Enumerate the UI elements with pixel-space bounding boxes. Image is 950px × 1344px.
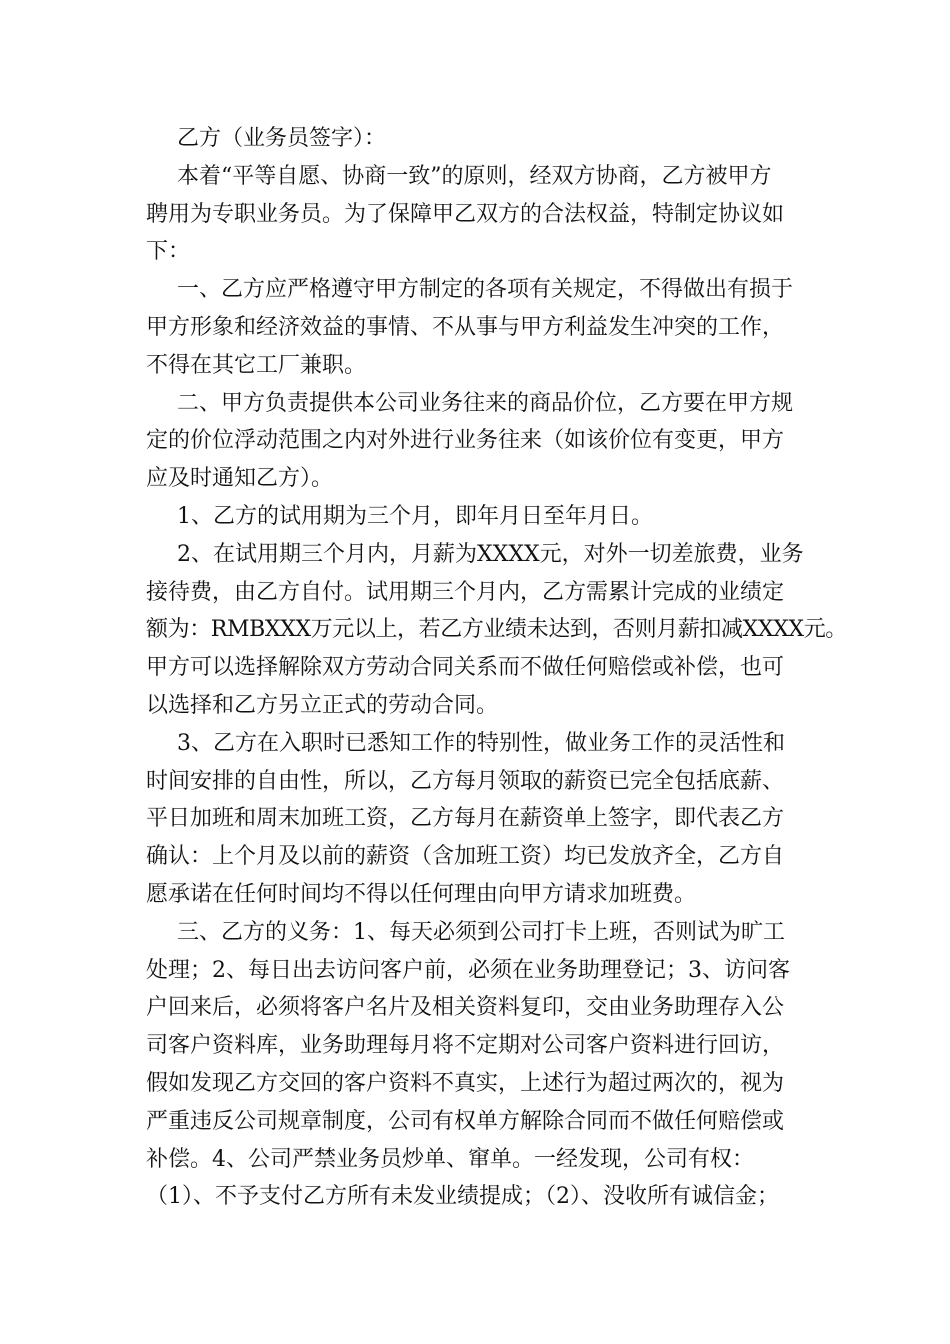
paragraph-line: 一、乙方应严格遵守甲方制定的各项有关规定，不得做出有损于 <box>177 277 794 303</box>
paragraph-line: 甲方可以选择解除双方劳动合同关系而不做任何赔偿或补偿，也可 <box>146 655 785 681</box>
paragraph-line: 1、乙方的试用期为三个月，即年月日至年月日。 <box>177 503 653 529</box>
paragraph-line: 确认：上个月及以前的薪资（含加班工资）均已发放齐全，乙方自 <box>146 844 785 870</box>
paragraph-line: 接待费，由乙方自付。试用期三个月内，乙方需累计完成的业绩定 <box>146 579 785 605</box>
paragraph-line: 户回来后，必须将客户名片及相关资料复印，交由业务助理存入公 <box>146 995 785 1021</box>
paragraph-line: 愿承诺在任何时间均不得以任何理由向甲方请求加班费。 <box>146 881 697 907</box>
paragraph-line: 处理；2、每日出去访问客户前，必须在业务助理登记；3、访问客 <box>146 957 790 983</box>
paragraph-line: 应及时通知乙方）。 <box>146 466 334 492</box>
paragraph-line: 二、甲方负责提供本公司业务往来的商品价位，乙方要在甲方规 <box>177 390 794 416</box>
paragraph-line: 严重违反公司规章制度，公司有权单方解除合同而不做任何赔偿或 <box>146 1108 785 1134</box>
paragraph-line: 三、乙方的义务：1、每天必须到公司打卡上班，否则试为旷工 <box>177 919 785 945</box>
paragraph-line: 本着“平等自愿、协商一致”的原则，经双方协商，乙方被甲方 <box>177 163 772 189</box>
paragraph-line: 下： <box>146 239 191 265</box>
paragraph-line: （1）、不予支付乙方所有未发业绩提成；（2）、没收所有诚信金； <box>146 1184 779 1210</box>
paragraph-line: 不得在其它工厂兼职。 <box>146 352 367 378</box>
paragraph-line: 聘用为专职业务员。为了保障甲乙双方的合法权益，特制定协议如 <box>146 201 785 227</box>
paragraph-line: 额为：RMBXXX万元以上，若乙方业绩未达到，否则月薪扣减XXXX元。 <box>146 617 847 643</box>
paragraph-line: 补偿。4、公司严禁业务员炒单、窜单。一经发现，公司有权： <box>146 1146 754 1172</box>
signature-line: 乙方（业务员签字）： <box>177 126 387 151</box>
paragraph-line: 定的价位浮动范围之内对外进行业务往来（如该价位有变更，甲方 <box>146 428 785 454</box>
paragraph-line: 平日加班和周末加班工资，乙方每月在薪资单上签字，即代表乙方 <box>146 806 785 832</box>
paragraph-line: 以选择和乙方另立正式的劳动合同。 <box>146 692 499 718</box>
paragraph-line: 2、在试用期三个月内，月薪为XXXX元，对外一切差旅费，业务 <box>177 541 804 567</box>
paragraph-line: 假如发现乙方交回的客户资料不真实，上述行为超过两次的，视为 <box>146 1070 785 1096</box>
paragraph-line: 甲方形象和经济效益的事情、不从事与甲方利益发生冲突的工作， <box>146 314 785 340</box>
paragraph-line: 3、乙方在入职时已悉知工作的特别性，做业务工作的灵活性和 <box>177 730 785 756</box>
contract-text <box>146 120 847 1216</box>
paragraph-line: 司客户资料库，业务助理每月将不定期对公司客户资料进行回访， <box>146 1033 785 1059</box>
paragraph-line: 时间安排的自由性，所以，乙方每月领取的薪资已完全包括底薪、 <box>146 768 785 794</box>
